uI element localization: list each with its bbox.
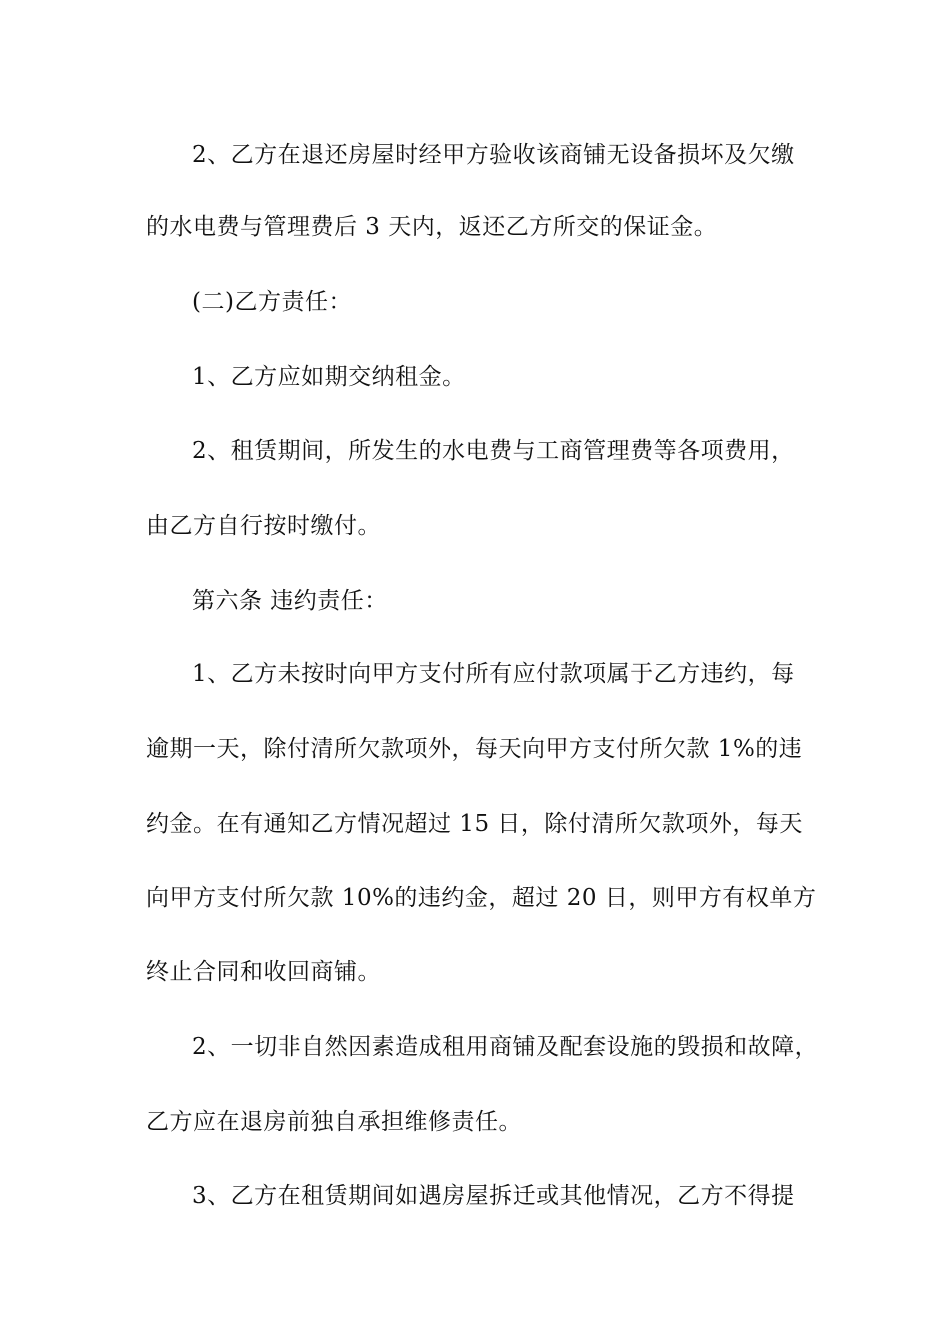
paragraph-line: 终止合同和收回商铺。 bbox=[146, 959, 381, 985]
paragraph-line: 向甲方支付所欠款 10%的违约金，超过 20 日，则甲方有权单方 bbox=[146, 885, 817, 911]
paragraph-line: 由乙方自行按时缴付。 bbox=[146, 513, 381, 539]
paragraph-line: 乙方应在退房前独自承担维修责任。 bbox=[146, 1109, 522, 1135]
paragraph-line: 约金。在有通知乙方情况超过 15 日，除付清所欠款项外，每天 bbox=[146, 811, 803, 837]
article-heading: 第六条 违约责任： bbox=[192, 588, 388, 614]
paragraph-line: 2、乙方在退还房屋时经甲方验收该商铺无设备损坏及欠缴 bbox=[192, 142, 795, 168]
paragraph-line: 逾期一天，除付清所欠款项外，每天向甲方支付所欠款 1%的违 bbox=[146, 736, 803, 762]
paragraph-line: 2、租赁期间，所发生的水电费与工商管理费等各项费用， bbox=[192, 438, 795, 464]
paragraph-line: 1、乙方应如期交纳租金。 bbox=[192, 364, 466, 390]
paragraph-line: 的水电费与管理费后 3 天内，返还乙方所交的保证金。 bbox=[146, 214, 718, 240]
paragraph-line: 2、一切非自然因素造成租用商铺及配套设施的毁损和故障， bbox=[192, 1034, 819, 1060]
paragraph-line: 3、乙方在租赁期间如遇房屋拆迁或其他情况，乙方不得提 bbox=[192, 1183, 795, 1209]
section-heading: (二)乙方责任： bbox=[192, 289, 352, 315]
paragraph-line: 1、乙方未按时向甲方支付所有应付款项属于乙方违约，每 bbox=[192, 661, 795, 687]
